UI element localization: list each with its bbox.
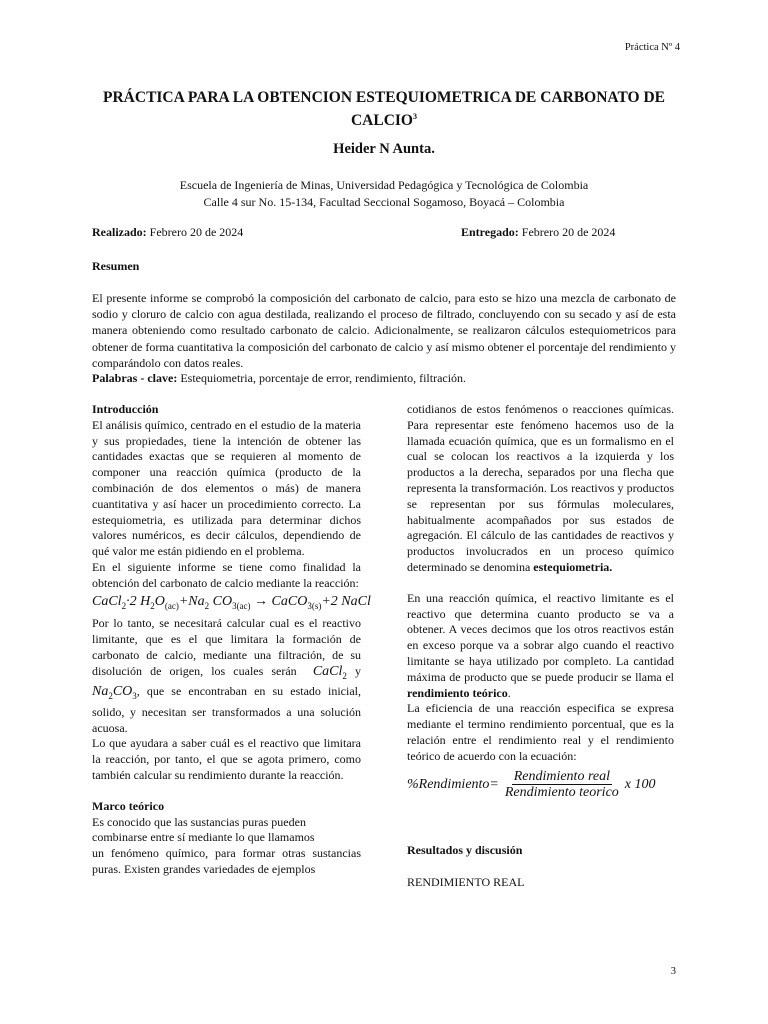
page-title: [80, 88, 688, 130]
dates-row: [92, 225, 630, 240]
intro-paragraph-2: En el siguiente informe se tiene como finalidad la obtención del carbonato de calcio mediante la reacción:: [92, 559, 361, 590]
inline-formula-na2co3: $Na_2CO_3$: [92, 684, 137, 701]
author-name: Heider N Aunta.: [333, 141, 435, 157]
intro-paragraph-3: Por lo tanto, se necesitará calcular cual es el reactivo limitante, que es el que limitara la formación de carbonato de calcio, mediante una filtración, de su disolución de origen, los cuales serán CaCl$_2$ y $Na_2CO_3$, que se encontraban en su estado inicial, solido, y necesitan ser transformados a una solución acuosa.: [92, 616, 361, 735]
title-text: PRÁCTICA PARA LA OBTENCION ESTEQUIOMETRICA DE CARBONATO DE CALCIO: [103, 89, 665, 130]
right-paragraph-3: La eficiencia de una reacción especifica se expresa mediante el termino rendimiento porcentual, que es la relación entre el rendimiento real y el rendimiento teórico de acuerdo con la ecuación:: [407, 701, 674, 763]
yield-equation: %Rendimiento = $\frac{\text{Rendimiento real}}{\text{Rendimiento teorico}}$ x 100: [407, 768, 656, 801]
abstract-text: El presente informe se comprobó la composición del carbonato de calcio, para esto se hizo una mezcla de carbonato de sodio y cloruro de calcio con agua destilada, realizando el proceso de filtrado, concluyendo con su secado y así de esta manera obteniendo como resultado carbonato de calcio. Adicionalmente, se realizaron cálculos estequiometricos para obtener de forma cuantitativa la composición del carbonato de calcio y así mismo obtener el porcentaje del rendimiento y comparándolo con datos reales.: [92, 291, 676, 370]
page-number: 3: [670, 966, 676, 977]
practice-number: Práctica Nº 4: [624, 42, 680, 53]
intro-heading: Introducción: [92, 402, 159, 416]
inline-formula-cacl2: CaCl$_2$: [312, 663, 347, 681]
right-column: [407, 402, 674, 891]
affiliation-line-1: Escuela de Ingeniería de Minas, Universidad Pedagógica y Tecnológica de Colombia: [179, 178, 589, 192]
affiliation-line-2: Calle 4 sur No. 15-134, Facultad Seccional Sogamoso, Boyacá – Colombia: [203, 195, 565, 209]
yield-fraction: $\frac{\text{Rendimiento real}}{\text{Rendimiento teorico}}$: [504, 768, 619, 801]
marco-paragraph-rest: un fenómeno químico, para formar otras sustancias puras. Existen grandes variedades de ejemplos: [92, 846, 361, 876]
affiliation: [0, 177, 768, 211]
right-paragraph-1: cotidianos de estos fenómenos o reacciones químicas. Para representar este fenómeno hacemos uso de la llamada ecuación química, que es un formalismo en el cual se colocan los reactivos a la izquierda y los productos a la derecha, separados por una flecha que representa la transformación. Los reactivos y productos se representan por sus fórmulas moleculares, habitualmente acompañados por sus estados de agregación. El cálculo de las cantidades de reactivos y productos involucrados en un proceso químico determinado se denomina estequiometria.: [407, 402, 674, 574]
marco-heading: Marco teórico: [92, 798, 165, 813]
marco-paragraph-line-2: combinarse entre sí mediante lo que llamamos: [92, 830, 315, 845]
reaction-equation: CaCl$_2$·2 $H_2O_{(ac)}+Na_2$ $CO_{3(ac)}$ → CaCO$_{3(s)}$+2 NaCl: [92, 593, 371, 611]
entregado-date: Entregado: Febrero 20 de 2024: [461, 225, 616, 239]
right-paragraph-2: En una reacción química, el reactivo limitante es el reactivo que determina cuanto producto se va a obtener. A veces decimos que los otros reactivos están en exceso porque va a sobrar algo cuando el reactivo limitante se haya utilizado por completo. La cantidad máxima de producto que se puede producir se llama el rendimiento teórico.: [407, 590, 674, 700]
resumen-heading: Resumen: [92, 259, 140, 273]
results-heading: Resultados y discusión: [407, 843, 523, 858]
marco-paragraph-line-1: Es conocido que las sustancias puras pueden: [92, 814, 306, 829]
left-column: [92, 402, 371, 878]
intro-paragraph-1: El análisis químico, centrado en el estudio de la materia y sus propiedades, tiene la intención de obtener las cantidades exactas que se requieren al momento de componer una reacción química (producto de la combinación de dos elementos o más) de manera cuantitativa y así hacer un procedimiento correcto. La estequiometria, es utilizada para determinar dichos valores numéricos, es decir cálculos, dependiendo de qué valor me están pidiendo en el problema.: [92, 417, 361, 559]
intro-paragraph-4: Lo que ayudara a saber cuál es el reactivo que limitara la reacción, por tanto, el que se agota primero, como también calcular su rendimiento durante la reacción.: [92, 736, 361, 782]
title-superscript: 3: [413, 112, 417, 121]
rendimiento-real-label: RENDIMIENTO REAL: [407, 874, 525, 889]
keywords: Palabras - clave: Estequiometria, porcentaje de error, rendimiento, filtración.: [92, 371, 467, 385]
realizado-date: Realizado: Febrero 20 de 2024: [92, 225, 244, 239]
